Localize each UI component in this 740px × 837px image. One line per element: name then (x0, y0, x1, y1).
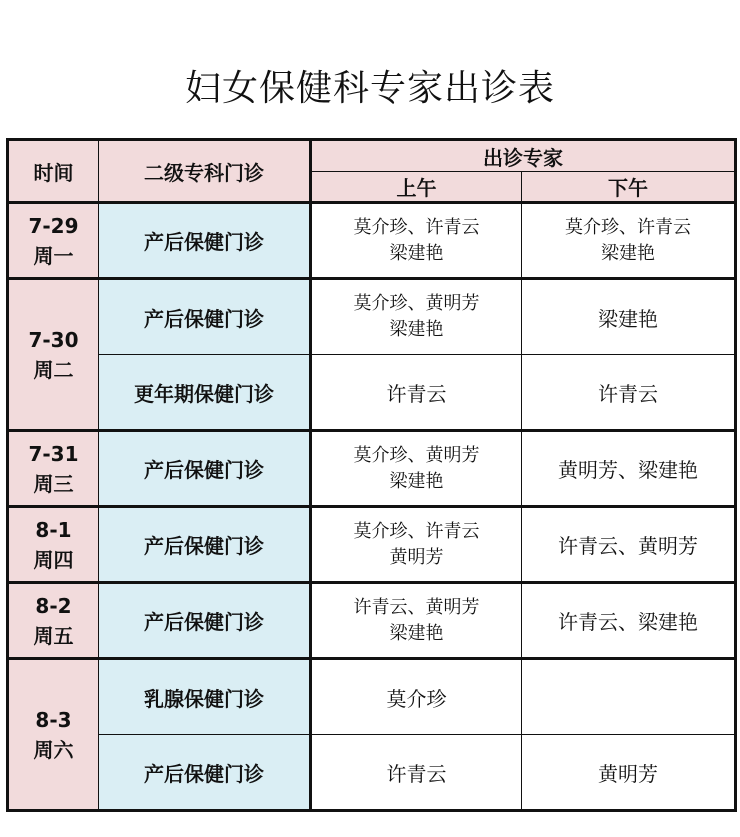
pm-cell: 许青云、梁建艳 (522, 583, 736, 659)
weekday-text: 周四 (33, 547, 74, 572)
am-cell (311, 203, 522, 279)
pm-cell: 黄明芳 (522, 735, 736, 811)
table-row (8, 735, 736, 811)
am-cell (311, 583, 522, 659)
table-row (8, 203, 736, 279)
table-row (8, 659, 736, 735)
dept-cell: 乳腺保健门诊 (99, 659, 311, 735)
am-line-2: 梁建艳 (389, 470, 444, 492)
header-am: 上午 (311, 172, 522, 203)
table-row (8, 355, 736, 431)
table-row (8, 583, 736, 659)
weekday-text: 周一 (33, 243, 74, 268)
pm-cell: 梁建艳 (522, 279, 736, 355)
date-cell (8, 583, 99, 659)
table-row (8, 431, 736, 507)
date-text: 7-30 (28, 327, 79, 352)
pm-line-1: 莫介珍、许青云 (565, 216, 691, 238)
am-cell (311, 507, 522, 583)
dept-cell: 产后保健门诊 (99, 583, 311, 659)
date-cell (8, 431, 99, 507)
am-line-1: 莫介珍、黄明芳 (353, 444, 480, 466)
weekday-text: 周五 (33, 623, 74, 648)
header-experts: 出诊专家 (311, 140, 736, 172)
dept-cell: 产后保健门诊 (99, 735, 311, 811)
pm-cell: 许青云 (522, 355, 736, 431)
am-line-2: 梁建艳 (389, 319, 444, 340)
pm-cell (522, 203, 736, 279)
am-line-1: 莫介珍、许青云 (353, 216, 480, 238)
dept-cell: 产后保健门诊 (99, 279, 311, 355)
dept-cell: 产后保健门诊 (99, 431, 311, 507)
date-text: 7-29 (28, 213, 79, 238)
dept-cell: 产后保健门诊 (99, 203, 311, 279)
page-title: 妇女保健科专家出诊表 (184, 68, 555, 109)
pm-cell (522, 659, 736, 735)
date-text: 8-3 (35, 707, 72, 732)
weekday-text: 周六 (33, 737, 74, 762)
pm-line-2: 梁建艳 (601, 242, 655, 264)
am-cell: 莫介珍 (311, 659, 522, 735)
date-cell (8, 203, 99, 279)
schedule-table (6, 138, 737, 812)
weekday-text: 周二 (33, 357, 74, 382)
am-cell (311, 279, 522, 355)
weekday-text: 周三 (33, 471, 74, 496)
table-row (8, 279, 736, 355)
date-cell (8, 507, 99, 583)
am-cell: 许青云 (311, 735, 522, 811)
am-line-2: 梁建艳 (389, 242, 444, 264)
dept-cell: 产后保健门诊 (99, 507, 311, 583)
header-dept: 二级专科门诊 (99, 140, 311, 203)
am-line-1: 莫介珍、黄明芳 (353, 293, 480, 314)
am-line-1: 许青云、黄明芳 (353, 596, 480, 618)
header-time: 时间 (8, 140, 99, 203)
date-text: 7-31 (28, 441, 79, 466)
pm-cell: 黄明芳、梁建艳 (522, 431, 736, 507)
date-text: 8-2 (35, 593, 72, 618)
am-cell: 许青云 (311, 355, 522, 431)
am-line-2: 黄明芳 (389, 546, 444, 568)
date-cell (8, 659, 99, 811)
am-line-2: 梁建艳 (389, 622, 444, 644)
dept-cell: 更年期保健门诊 (99, 355, 311, 431)
date-text: 8-1 (35, 517, 72, 542)
header-pm: 下午 (522, 172, 736, 203)
am-line-1: 莫介珍、许青云 (353, 520, 480, 542)
pm-cell: 许青云、黄明芳 (522, 507, 736, 583)
date-cell (8, 279, 99, 431)
am-cell (311, 431, 522, 507)
table-row (8, 507, 736, 583)
